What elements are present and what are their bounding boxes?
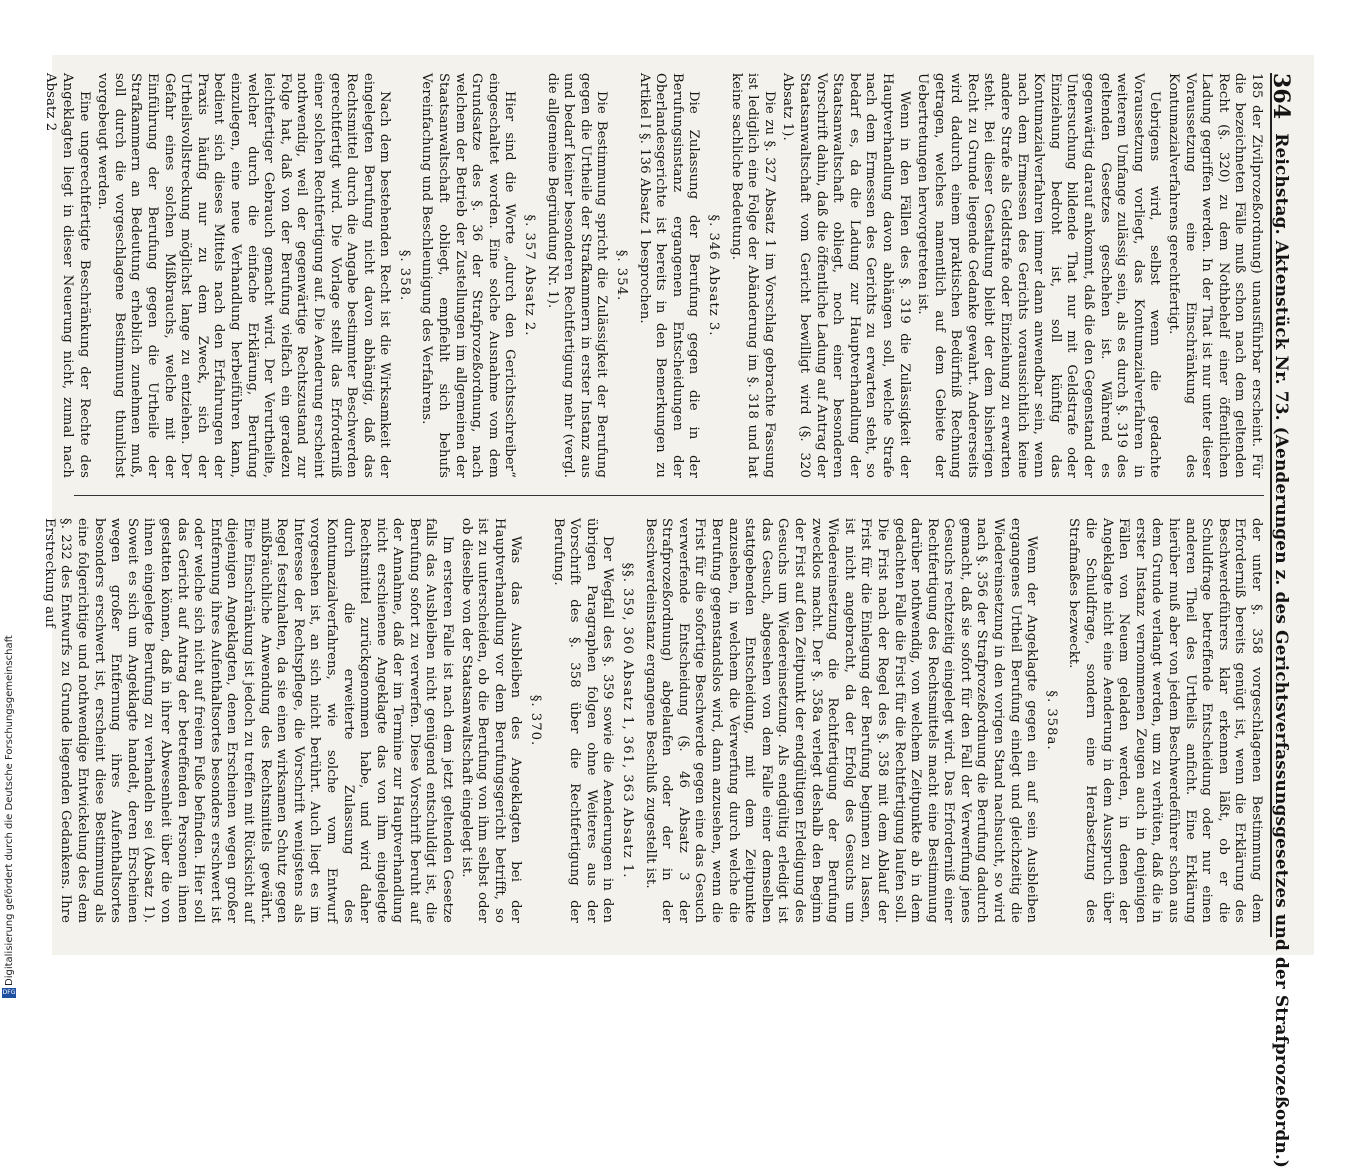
left-text-column	[43, 73, 1264, 478]
scanned-page	[41, 55, 1314, 1168]
section-heading: §. 370.	[528, 694, 544, 747]
paragraph: Eine ungerechtfertigte Beschränkung der Rechte des Angeklagten liegt in dieser Neuerung nicht, zumal nach Absatz 2	[43, 73, 92, 478]
section-heading: §. 354.	[614, 249, 630, 302]
page-number: 364	[1267, 73, 1294, 120]
section-heading: §. 357 Absatz 2.	[522, 214, 538, 337]
column-divider	[74, 495, 1264, 496]
paragraph: Die Zulassung der Berufung gegen die in der Berufungsinstanz ergangenen Entscheidungen der Oberlandesgerichte ist bereits in den Bemerkungen zu Artikel I §. 136 Absatz 1 besprochen.	[636, 73, 702, 478]
digitization-credit	[2, 606, 18, 986]
page-header	[1267, 73, 1300, 1168]
paragraph: Uebrigens wird, selbst wenn die gedachte Voraussetzung vorliegt, das Kontumazialverfahren in weiterem Umfange zulässig sein, als es durch §. 319 des geltenden Gesetzes geschehen ist. Während es gegenwärtig darauf ankommt, daß die den Gegenstand der Untersuchung bildende That nur mit Geldstrafe oder Einziehung bedroht ist, soll künftig das Kontumazialverfahren immer dann anwendbar sein, wenn nach dem Ermessen des Gerichts voraussichtlich keine andere Strafe als Geldstrafe oder Einziehung zu erwarten steht. Bei dieser Gestaltung bleibt der dem bisherigen Recht zu Grunde liegende Gedanke gewahrt. Andererseits wird dadurch einem praktischen Bedürfniß Rechnung getragen, welches namentlich auf dem Gebiete der Uebertretungen hervorgetreten ist.	[915, 73, 1163, 478]
paragraph: Die Bestimmung spricht die Zulässigkeit der Berufung gegen die Urtheile der Strafkammern in erster Instanz aus und bedarf keiner besonderen Rechtfertigung mehr (vergl. die allgemeine Begründung Nr. 1).	[544, 73, 610, 478]
paragraph: Im ersteren Falle ist nach dem jetzt geltenden Gesetze falls das Ausbleiben nicht genügend entschuldigt ist, die Berufung sofort zu verwerfen. Diese Vorschrift beruht auf der Annahme, daß der im Termine zur Hauptverhandlung nicht erschienene Angeklagte das von ihm eingelegte Rechtsmittel zurückgenommen habe, und wird daher durch die erweiterte Zulassung des Kontumazialverfahrens, wie solche vom Entwurf vorgesehen ist, an sich nicht berührt. Auch liegt es im Interesse der Rechtspflege, die Vorschrift wenigstens als Regel festzuhalten, da sie einen wirksamen Schutz gegen mißbräuchliche Anwendung des Rechtsmittels gewährt. Eine Einschränkung ist jedoch zu treffen mit Rücksicht auf diejenigen Angeklagten, denen Erscheinen wegen großer Entfernung ihres Aufenthaltsortes besonders erschwert ist oder welche sich nicht auf freiem Fuße befinden. Hier soll das Gericht auf Antrag der betreffenden Personen ihnen gestatten können, daß in ihrer Abwesenheit über die von ihnen eingelegte Berufung zu verhandeln sei (Absatz 1). Soweit es sich um Angeklagte handelt, deren Erscheinen wegen großer Entfernung ihres Aufenthaltsortes besonders erschwert ist, erscheint diese Bestimmung als eine folgerichtige und nothwendige Entwickelung des dem §. 232 des Entwurfs zu Grunde liegenden Gedankens. Ihre Erstreckung auf	[41, 518, 456, 923]
rotated-page-content	[41, 55, 1314, 1168]
paragraph: Hier sind die Worte „durch den Gerichtsschreiber“ eingeschaltet worden. Eine solche Ausnahme vom dem Grundsatze des §. 36 der Strafprozeßordnung, nach welchem der Betrieb der Zustellungen im allgemeinen der Staatsanwaltschaft obliegt, empfiehlt sich behufs Vereinfachung und Beschleunigung des Verfahrens.	[419, 73, 518, 478]
section-heading: §. 358a.	[1043, 690, 1059, 751]
section-heading: §. 346 Absatz 3.	[706, 214, 721, 337]
credit-text: Digitalisierung gefördert durch die Deutsche Forschungsgemeinschaft	[4, 635, 15, 986]
paragraph: Die zu §. 327 Absatz 1 im Vorschlag gebrachte Fassung ist lediglich eine Folge der Abänderung im §. 318 und hat keine sachliche Bedeutung.	[728, 73, 777, 478]
dfg-logo: DFG	[2, 989, 16, 996]
paragraph: Nach dem bestehenden Recht ist die Wirksamkeit der eingelegten Berufung nicht davon abhängig, daß das Rechtsmittel durch die Angabe bestimmter Beschwerden gerechtfertigt wird. Die Vorlage stellt das Erforderniß einer solchen Rechtfertigung auf. Die Aenderung erscheint nothwendig, weil der gegenwärtige Rechtszustand zur Folge hat, daß von der Berufung vielfach ein geradezu leichtfertiger Gebrauch gemacht wird. Der Verurtheilte, welcher durch die einfache Erklärung, Berufung einzulegen, eine neue Verhandlung herbeiführen kann, bedient sich dieses Mittels nach den Erfahrungen der Praxis häufig nur zu dem Zweck, sich der Urtheilsvollstreckung möglichst lange zu entziehen. Der Gefahr eines solchen Mißbrauchs, welche mit der Einführung der Berufung gegen die Urtheile der Strafkammern an Bedeutung erheblich zunehmen muß, soll durch die vorgeschlagene Bestimmung thunlichst vorgebeugt werden.	[95, 73, 393, 478]
paragraph: Wenn in den Fällen des §. 319 die Zulässigkeit der Hauptverhandlung davon abhängen soll, welche Strafe nach dem Ermessen des Gerichts zu erwarten steht, so bedarf es, da die Ladung zur Hauptverhandlung der Staatsanwaltschaft obliegt, noch einer besonderen Vorschrift dahin, daß die öffentliche Ladung auf Antrag der Staatsanwaltschaft vom Gericht bewilligt wird (§. 320 Absatz 1).	[780, 73, 912, 478]
section-heading: §. 358.	[396, 249, 412, 302]
right-text-column	[41, 518, 1264, 923]
running-title: Reichstag. Aktenstück Nr. 73. (Aenderungen z. des Gerichtsverfassungsgesetzes und der Strafprozeßordn.)	[1270, 133, 1291, 1168]
paragraph: der unter §. 358 vorgeschlagenen Bestimmung dem Erforderniß bereits genügt ist, wenn die Erklärung des Beschwerdeführers klar erkennen läßt, ob er die Schuldfrage betreffende Entscheidung oder nur einen anderen Theil des Urtheils anficht. Eine Erklärung hierüber muß aber von jedem Beschwerdeführer schon aus dem Grunde verlangt werden, um zu verhüten, daß die in erster Instanz vernommenen Zeugen auch in denjenigen Fällen von Neuem geladen werden, in denen der Angeklagte nicht eine Aenderung in dem Ausspruch über die Schuldfrage, sondern eine Herabsetzung des Strafmaßes bezweckt.	[1066, 518, 1264, 923]
paragraph: Was das Ausbleiben des Angeklagten bei der Hauptverhandlung vor dem Berufungsgericht betrifft, so ist zu unterscheiden, ob die Berufung von ihm selbst oder ob dieselbe von der Staatsanwaltschaft eingelegt ist.	[458, 518, 524, 923]
section-heading: §§. 359, 360 Absatz 1, 361, 363 Absatz 1.	[620, 562, 636, 879]
paragraph: Wenn der Angeklagte gegen ein auf sein Ausbleiben ergangenes Urtheil Berufung einlegt und gleichzeitig die Wiedereinsetzung in den vorigen Stand nachsucht, so wird nach §. 356 der Strafprozeßordnung die Berufung dadurch gemacht, daß sie sofort für den Fall der Verwerfung jenes Gesuchs rechtzeitig eingelegt wird. Das Erforderniß einer Rechtfertigung des Rechtsmittels macht eine Bestimmung darüber nothwendig, von welchem Zeitpunkte ab in dem gedachten Falle die Frist für die Rechtfertigung laufen soll. Die Frist nach der Regel des §. 358 mit dem Ablauf der Frist für die Einlegung der Berufung beginnen zu lassen, ist nicht angebracht, da der Erfolg des Gesuchs um Wiedereinsetzung die Rechtfertigung der Berufung zwecklos macht. Der §. 358a verlegt deshalb den Beginn der Frist auf den Zeitpunkt der endgültigen Erledigung des Gesuchs um Wiedereinsetzung. Als endgültig erledigt ist das Gesuch, abgesehen von dem Falle einer demselben stattgebenden Entscheidung, mit dem Zeitpunkte anzusehen, in welchem die Verwerfung durch welche die Berufung gegenstandslos wird, dann anzusehen, wenn die Frist für die sofortige Beschwerde gegen eine das Gesuch verwerfende Entscheidung (§. 46 Absatz 3 der Strafprozeßordnung) abgelaufen oder der in der Beschwerdeinstanz ergangene Beschluß zugestellt ist.	[642, 518, 1040, 923]
paragraph: 185 der Zivilprozeßordnung) unausführbar erscheint. Für die bezeichneten Fälle muß schon nach dem geltenden Recht (§. 320) zu dem Nothbehelf einer öffentlichen Ladung gegriffen werden. In der That ist nur unter dieser Voraussetzung eine Einschränkung des Kontumazialverfahrens gerechtfertigt.	[1166, 73, 1264, 478]
paragraph: Der Wegfall des §. 359 sowie die Aenderungen in den übrigen Paragraphen folgen ohne Weiteres aus der Vorschrift des §. 358 über die Rechtfertigung der Berufung.	[550, 518, 616, 923]
